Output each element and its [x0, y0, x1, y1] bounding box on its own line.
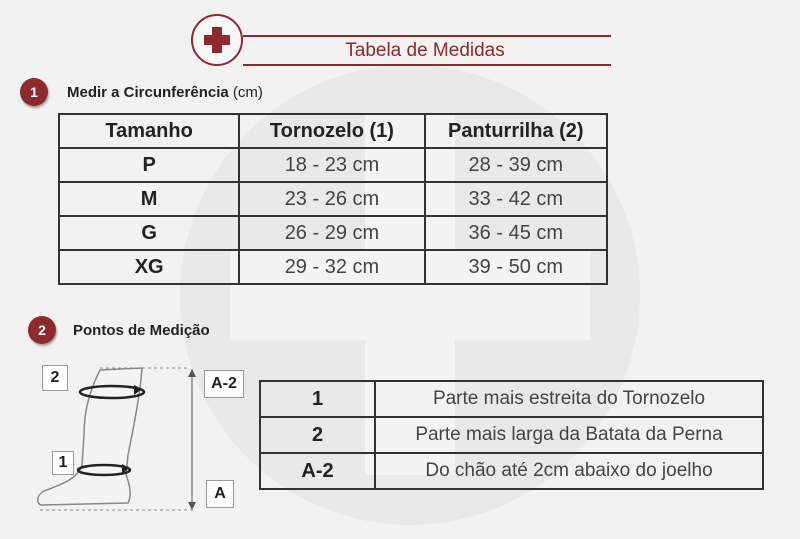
- ankle-marker-label: 1: [52, 451, 74, 475]
- section-1-title-text: Medir a Circunferência: [67, 84, 229, 101]
- point-key: 1: [260, 381, 375, 417]
- leg-diagram: [30, 355, 250, 525]
- ankle-cell: 23 - 26 cm: [239, 182, 424, 216]
- ankle-cell: 29 - 32 cm: [239, 250, 424, 284]
- calf-marker-label: 2: [42, 365, 68, 391]
- size-cell: G: [59, 216, 239, 250]
- page-title: Tabela de Medidas: [345, 40, 505, 61]
- size-table: [58, 113, 608, 285]
- section-1-title: [67, 84, 263, 101]
- section-2-title-text: Pontos de Medição: [73, 322, 210, 339]
- ankle-cell: 18 - 23 cm: [239, 148, 424, 182]
- table-row: [260, 417, 763, 453]
- header-cross-icon: [191, 14, 243, 66]
- table-row: [59, 250, 607, 284]
- height-marker-a: A: [206, 480, 234, 508]
- point-description: Parte mais larga da Batata da Perna: [375, 417, 763, 453]
- point-description: Do chão até 2cm abaixo do joelho: [375, 453, 763, 489]
- point-key: 2: [260, 417, 375, 453]
- table-row: [59, 148, 607, 182]
- ankle-cell: 26 - 29 cm: [239, 216, 424, 250]
- section-2-title: [73, 322, 210, 339]
- table-row: [260, 381, 763, 417]
- table-row: [59, 182, 607, 216]
- calf-cell: 39 - 50 cm: [425, 250, 607, 284]
- table-row: [59, 216, 607, 250]
- point-description: Parte mais estreita do Tornozelo: [375, 381, 763, 417]
- size-cell: M: [59, 182, 239, 216]
- calf-cell: 33 - 42 cm: [425, 182, 607, 216]
- section-1-title-unit: (cm): [228, 84, 263, 101]
- header-calf: Panturrilha (2): [425, 114, 607, 148]
- points-table: [259, 380, 764, 490]
- calf-cell: 28 - 39 cm: [425, 148, 607, 182]
- header-line-bottom: [243, 64, 611, 66]
- size-cell: P: [59, 148, 239, 182]
- size-cell: XG: [59, 250, 239, 284]
- height-marker-a2: A-2: [204, 370, 244, 398]
- table-row: [260, 453, 763, 489]
- section-1-badge: 1: [20, 78, 48, 106]
- size-table-header-row: [59, 114, 607, 148]
- header-size: Tamanho: [59, 114, 239, 148]
- calf-cell: 36 - 45 cm: [425, 216, 607, 250]
- point-key: A-2: [260, 453, 375, 489]
- header-ankle: Tornozelo (1): [239, 114, 424, 148]
- section-2-badge: 2: [28, 316, 56, 344]
